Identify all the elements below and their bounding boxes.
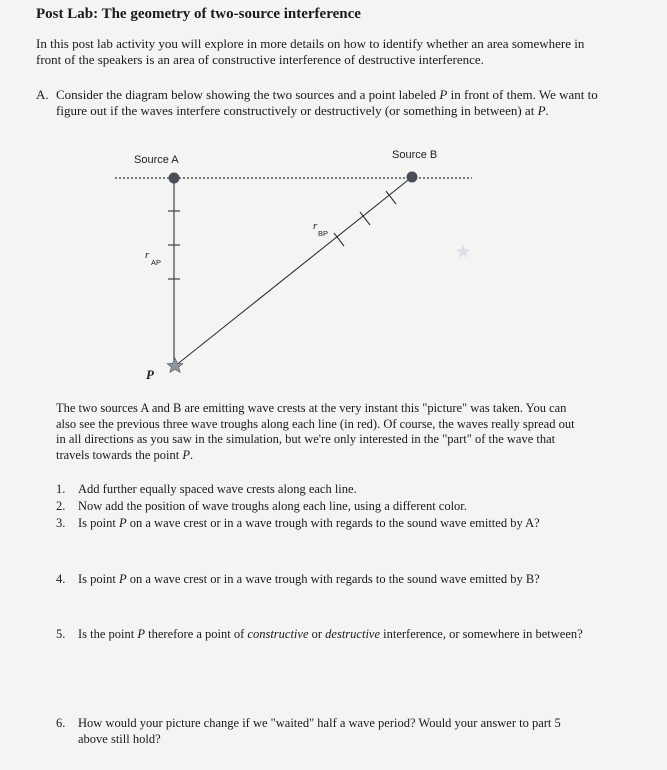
question-text-part: Is point	[78, 572, 119, 586]
question-number: 2.	[56, 499, 66, 513]
source-a-label: Source A	[134, 154, 179, 166]
part-a-text-3: .	[545, 103, 549, 118]
question-number: 4.	[56, 572, 66, 586]
part-a-point-p-2: P	[537, 103, 546, 118]
question-text-part: on a wave crest or in a wave trough with regards to the sound wave emitted by A?	[126, 516, 540, 530]
question-text	[78, 627, 593, 643]
source-b-label: Source B	[392, 149, 438, 161]
question-text-part: Now add the position of wave troughs along each line, using a different color.	[78, 499, 467, 513]
page-title: Post Lab: The geometry of two-source interference	[36, 6, 361, 22]
bleed-through-star-icon	[456, 244, 470, 258]
question-text	[78, 516, 593, 532]
question-text-part: therefore a point of	[145, 627, 248, 641]
question-point-p: P	[118, 572, 127, 586]
description-paragraph	[56, 401, 586, 463]
question-point-p: P	[118, 516, 127, 530]
question-number: 1.	[56, 482, 66, 496]
source-b-point	[407, 172, 418, 183]
question-text	[78, 572, 593, 588]
question-text	[78, 499, 593, 515]
part-a-point-p: P	[439, 87, 448, 102]
question-text	[78, 716, 593, 747]
point-p-label: P	[146, 367, 154, 382]
question-text-part: interference, or somewhere in between?	[380, 627, 583, 641]
question-italic-destructive: destructive	[325, 627, 381, 641]
question-italic-constructive: constructive	[247, 627, 309, 641]
part-a-text-1: Consider the diagram below showing the two sources and a point labeled	[56, 87, 440, 102]
line-bp	[175, 177, 412, 366]
question-text	[78, 482, 593, 498]
question-text-part: How would your picture change if we "waited" half a wave period? Would your answer to part 5 above still hold?	[78, 716, 561, 746]
description-end: .	[190, 447, 194, 462]
question-text-part: or	[308, 627, 326, 641]
r-ap-subscript: AP	[151, 258, 162, 267]
r-bp-label: r	[313, 220, 318, 232]
r-ap-label: r	[145, 249, 150, 261]
source-a-point	[169, 173, 180, 184]
part-a-label: A.	[36, 87, 49, 102]
question-text-part: Add further equally spaced wave crests along each line.	[78, 482, 357, 496]
question-text-part: on a wave crest or in a wave trough with regards to the sound wave emitted by B?	[126, 572, 540, 586]
question-number: 3.	[56, 516, 66, 530]
point-p-star	[167, 358, 183, 373]
question-number: 6.	[56, 716, 66, 730]
r-bp-subscript: BP	[318, 229, 329, 238]
question-point-p: P	[137, 627, 146, 641]
crest-tick-b-1	[386, 191, 396, 204]
two-source-diagram	[0, 140, 667, 390]
question-text-part: Is the point	[78, 627, 138, 641]
description-point-p: P	[182, 447, 191, 462]
part-a-text	[56, 87, 616, 119]
description-text: The two sources A and B are emitting wave crests at the very instant this "picture" was taken. You can also see the previous three wave troughs along each line (in red). Of course, the waves really spread out in all directions as you saw in the simulation, but we're only interested in the "part" of the wave that travels towards the point	[56, 401, 575, 462]
question-text-part: Is point	[78, 516, 119, 530]
part-a-text-2: in front of them. We want to figure out if the waves interfere constructively or destructively (or something in between) at	[56, 87, 598, 118]
intro-paragraph: In this post lab activity you will explore in more details on how to identify whether an area somewhere in front of the speakers is an area of constructive interference of destructive interference.	[36, 36, 585, 67]
question-number: 5.	[56, 627, 66, 641]
